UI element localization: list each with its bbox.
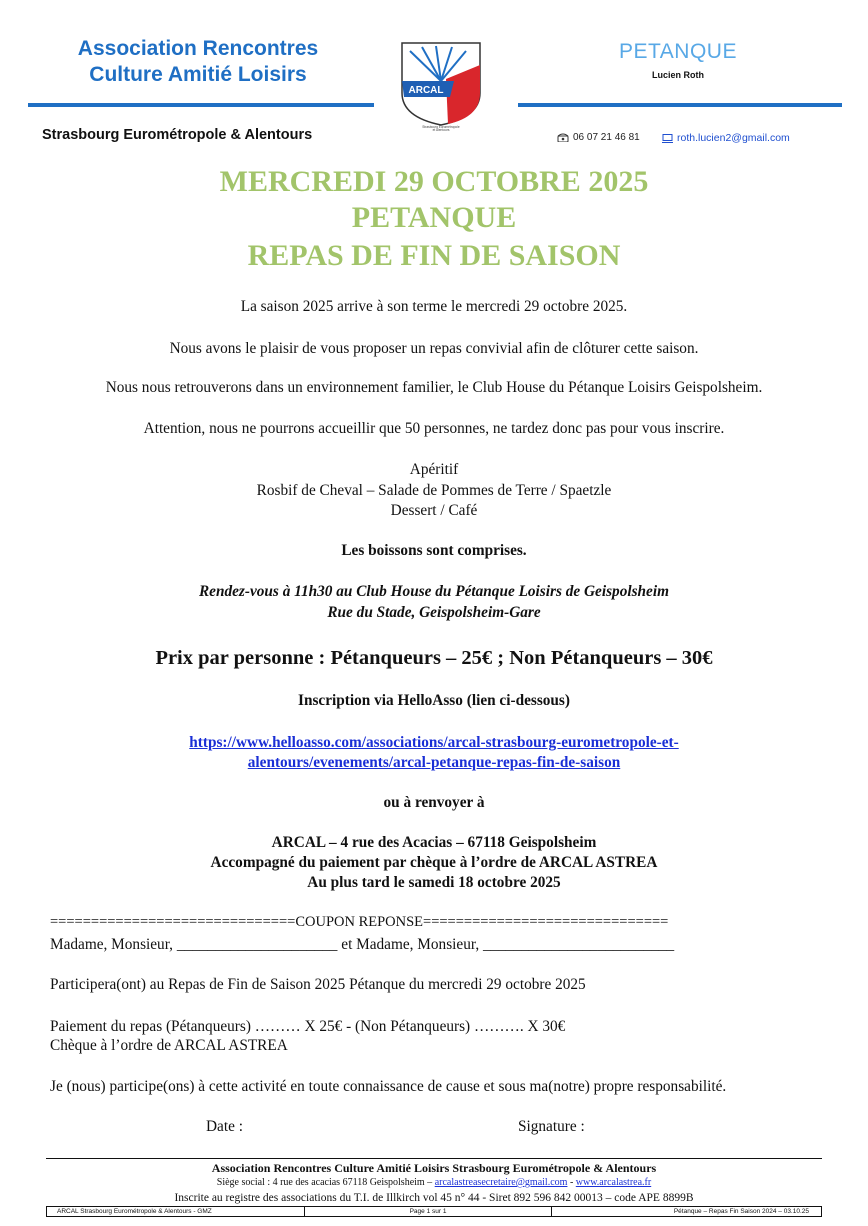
meeting-point: Rendez-vous à 11h30 au Club House du Pétanque Loisirs de Geispolsheim xyxy=(198,583,669,600)
inscription-label: Inscription via HelloAsso (lien ci-dessous) xyxy=(298,692,570,709)
price-line: Prix par personne : Pétanqueurs – 25€ ; Non Pétanqueurs – 30€ xyxy=(155,647,713,669)
event-title: REPAS DE FIN DE SAISON xyxy=(247,239,621,272)
coupon-cheque-line: Chèque à l’ordre de ARCAL ASTREA xyxy=(50,1037,288,1054)
email-address[interactable]: roth.lucien2@gmail.com xyxy=(677,132,790,144)
footer-cell-left: ARCAL Strasbourg Eurométropole & Alentours - GMZ xyxy=(47,1207,305,1216)
coupon-responsibility: Je (nous) participe(ons) à cette activité en toute connaissance de cause et sous ma(notre) propre responsabilité. xyxy=(50,1078,727,1095)
header-rule-right xyxy=(518,103,842,107)
helloasso-link[interactable] xyxy=(0,733,868,773)
meeting-address: Rue du Stade, Geispolsheim-Gare xyxy=(327,604,541,621)
paragraph-season-end: La saison 2025 arrive à son terme le mercredi 29 octobre 2025. xyxy=(240,298,628,315)
arcal-logo xyxy=(396,35,486,131)
footer-organization: Association Rencontres Culture Amitié Loisirs Strasbourg Eurométropole & Alentours xyxy=(211,1161,657,1175)
logo-text: ARCAL xyxy=(408,85,444,96)
logo-caption-2: et Alentours xyxy=(432,128,450,131)
logo-caption-1: Strasbourg Eurométropole xyxy=(422,125,460,129)
email-contact[interactable] xyxy=(662,132,790,144)
link-line-2[interactable]: alentours/evenements/arcal-petanque-repas-fin-de-saison xyxy=(247,754,621,771)
phone-icon xyxy=(557,133,569,142)
menu-item: Dessert / Café xyxy=(390,502,478,519)
organization-name xyxy=(28,36,368,88)
menu-item: Apéritif xyxy=(409,461,459,478)
coupon-header: ==============================COUPON REPONSE============================== xyxy=(50,914,669,930)
computer-icon xyxy=(662,134,673,143)
phone-number: 06 07 21 46 81 xyxy=(573,132,640,143)
footer-seat-separator: - xyxy=(567,1177,576,1188)
footer-seat xyxy=(0,1177,868,1188)
deadline: Au plus tard le samedi 18 octobre 2025 xyxy=(307,874,561,891)
date-field-label[interactable]: Date : xyxy=(206,1118,243,1135)
postal-address: ARCAL – 4 rue des Acacias – 67118 Geispolsheim xyxy=(271,834,597,851)
paragraph-invitation: Nous avons le plaisir de vous proposer un repas convivial afin de clôturer cette saison. xyxy=(169,340,699,357)
footer-rule xyxy=(46,1158,822,1159)
link-line-1[interactable]: https://www.helloasso.com/associations/arcal-strasbourg-eurometropole-et- xyxy=(189,734,679,751)
drinks-note: Les boissons sont comprises. xyxy=(341,542,527,559)
section-title: PETANQUE xyxy=(619,40,737,63)
header-rule-left xyxy=(28,103,374,107)
coupon-participation: Participera(ont) au Repas de Fin de Saison 2025 Pétanque du mercredi 29 octobre 2025 xyxy=(50,976,586,993)
menu-item: Rosbif de Cheval – Salade de Pommes de Terre / Spaetzle xyxy=(256,482,612,499)
footer-website-link[interactable]: www.arcalastrea.fr xyxy=(575,1177,652,1188)
coupon-payment-line[interactable]: Paiement du repas (Pétanqueurs) ……… X 25€ - (Non Pétanqueurs) ………. X 30€ xyxy=(50,1018,566,1035)
signature-field-label[interactable]: Signature : xyxy=(518,1118,585,1135)
event-date-title: MERCREDI 29 OCTOBRE 2025 xyxy=(219,165,649,198)
footer-registration: Inscrite au registre des associations du T.I. de Illkirch vol 45 n° 44 - Siret 892 596 842 00013 – code APE 8899B xyxy=(174,1192,694,1204)
contact-name: Lucien Roth xyxy=(652,70,704,80)
footer-cell-right: Pétanque – Repas Fin Saison 2024 – 03.10.25 xyxy=(673,1208,810,1215)
footer-seat-prefix: Siège social : 4 rue des acacias 67118 Geispolsheim – xyxy=(216,1177,435,1188)
org-name-line-2: Culture Amitié Loisirs xyxy=(89,63,307,86)
org-name-line-1: Association Rencontres xyxy=(77,37,319,60)
footer-cell-page: Page 1 sur 1 xyxy=(305,1207,553,1216)
footer-email-link[interactable]: arcalastreasecretaire@gmail.com xyxy=(434,1177,568,1188)
paragraph-capacity: Attention, nous ne pourrons accueillir que 50 personnes, ne tardez donc pas pour vous inscrire. xyxy=(143,420,725,437)
or-send-label: ou à renvoyer à xyxy=(383,794,485,811)
paragraph-location: Nous nous retrouverons dans un environnement familier, le Club House du Pétanque Loisirs Geispolsheim. xyxy=(105,379,763,396)
phone-contact xyxy=(557,132,640,143)
payment-instructions: Accompagné du paiement par chèque à l’ordre de ARCAL ASTREA xyxy=(210,854,658,871)
region-label: Strasbourg Eurométropole & Alentours xyxy=(42,127,313,143)
coupon-names-field[interactable]: Madame, Monsieur, _____________________ et Madame, Monsieur, _________________________ xyxy=(50,936,675,953)
footer-info-table xyxy=(46,1206,822,1217)
activity-title: PETANQUE xyxy=(351,201,517,234)
